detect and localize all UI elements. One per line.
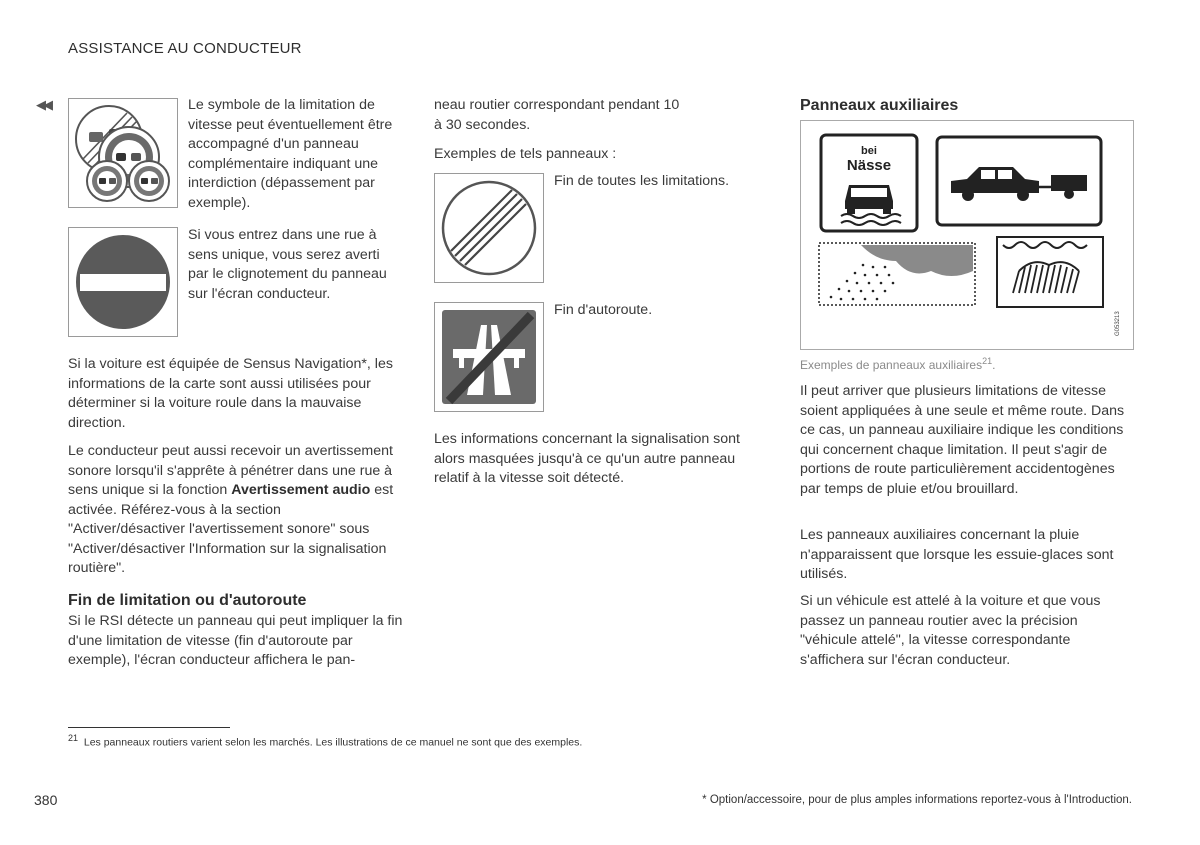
page-header: ASSISTANCE AU CONDUCTEUR [68, 40, 302, 57]
signage-masked-paragraph: Les informations concernant la signalisation sont alors masquées jusqu'à ce qu'un autre panneau relatif à la vitesse soit détecté. [434, 431, 740, 486]
heavy-rain-sign-icon [997, 237, 1103, 307]
section-heading-auxiliary-signs: Panneaux auxiliaires [800, 97, 959, 114]
end-of-all-limits-sign-figure [434, 173, 544, 283]
no-entry-sign-figure [68, 227, 178, 337]
audio-warning-text-2: est activée. Référez-vous à la section "Activer/désactiver l'avertissement sonore" sous "Activer/désactiver l'Information sur la signalisation routière". [68, 482, 394, 576]
option-note: * Option/accessoire, pour de plus amples informations reportez-vous à l'Introduction. [702, 794, 1132, 806]
trailer-paragraph: Si un véhicule est attelé à la voiture et que vous passez un panneau routier avec la précision "véhicule attelé", la vitesse correspondante s'affichera sur l'écran conducteur. [800, 593, 1101, 668]
audio-warning-text-1: Le conducteur peut aussi recevoir un avertissement sonore lorsqu'il s'apprête à pénétrer dans une rue à sens unique si la fonction [68, 443, 393, 498]
multiple-limits-paragraph: Il peut arriver que plusieurs limitations de vitesse soient appliquées à une seule et même route. Dans ce cas, un panneau auxiliaire indique les conditions qui concernent chaque limitation. Il peut s'agir de portions de route particulièrement accidentogènes par temps de pluie et/ou brouillard. [800, 383, 1125, 497]
examples-label: Exemples de tels panneaux : [434, 146, 617, 162]
caption-text: Exemples de panneaux auxiliaires [800, 358, 983, 372]
rain-cloud-sign-icon [819, 243, 975, 305]
svg-text:bei: bei [861, 145, 877, 157]
page-number: 380 [34, 792, 58, 808]
rain-signs-paragraph: Les panneaux auxiliaires concernant la pluie n'apparaissent que lorsque les essuie-glaces sont utilisés. [800, 527, 1114, 582]
rsi-paragraph: Si le RSI détecte un panneau qui peut impliquer la fin d'une limitation de vitesse (fin d'autoroute par exemple), l'écran conducteur affichera le pan- [68, 613, 403, 668]
sign1-description: Le symbole de la limitation de vitesse peut éventuellement être accompagné d'un panneau complémentaire indiquant une interdiction (dépassement par exemple). [188, 97, 393, 211]
footnote [68, 733, 582, 749]
footnote-text: Les panneaux routiers varient selon les marchés. Les illustrations de ce manuel ne sont que des exemples. [83, 736, 583, 749]
wet-road-sign-icon [821, 135, 917, 231]
end-of-all-limits-sign-icon [435, 174, 543, 282]
end-of-motorway-sign-icon [435, 303, 543, 411]
no-overtaking-sign-figure [68, 98, 178, 208]
footnote-number: 21 [68, 733, 79, 743]
sign3-description: Fin de toutes les limitations. [554, 173, 730, 189]
duration-paragraph: neau routier correspondant pendant 10 à 30 secondes. [434, 97, 680, 133]
figure-caption [800, 356, 995, 372]
sensus-paragraph: Si la voiture est équipée de Sensus Navigation*, les informations de la carte sont aussi utilisées pour déterminer si la voiture roule dans la mauvaise direction. [68, 356, 393, 431]
sign2-description: Si vous entrez dans une rue à sens unique, vous serez averti par le clignotement du panneau sur l'écran conducteur. [188, 227, 387, 302]
car-with-trailer-sign-icon [937, 137, 1101, 225]
sign4-description: Fin d'autoroute. [554, 302, 653, 318]
audio-warning-paragraph [68, 442, 398, 579]
caption-footnote-ref[interactable]: 21 [982, 356, 993, 366]
svg-text:Nässe: Nässe [846, 157, 892, 174]
no-overtaking-end-sign-icon [69, 99, 177, 207]
audio-warning-function-name: Avertissement audio [231, 482, 371, 498]
section-heading-end-limitation: Fin de limitation ou d'autoroute [68, 592, 307, 609]
end-of-motorway-sign-figure [434, 302, 544, 412]
back-arrows-icon[interactable]: ◀◀ [36, 97, 50, 112]
svg-text:G053213: G053213 [1115, 311, 1121, 336]
no-entry-sign-icon [69, 228, 177, 336]
auxiliary-signs-figure [800, 120, 1134, 350]
caption-period: . [992, 358, 996, 372]
footnote-divider [68, 727, 230, 728]
